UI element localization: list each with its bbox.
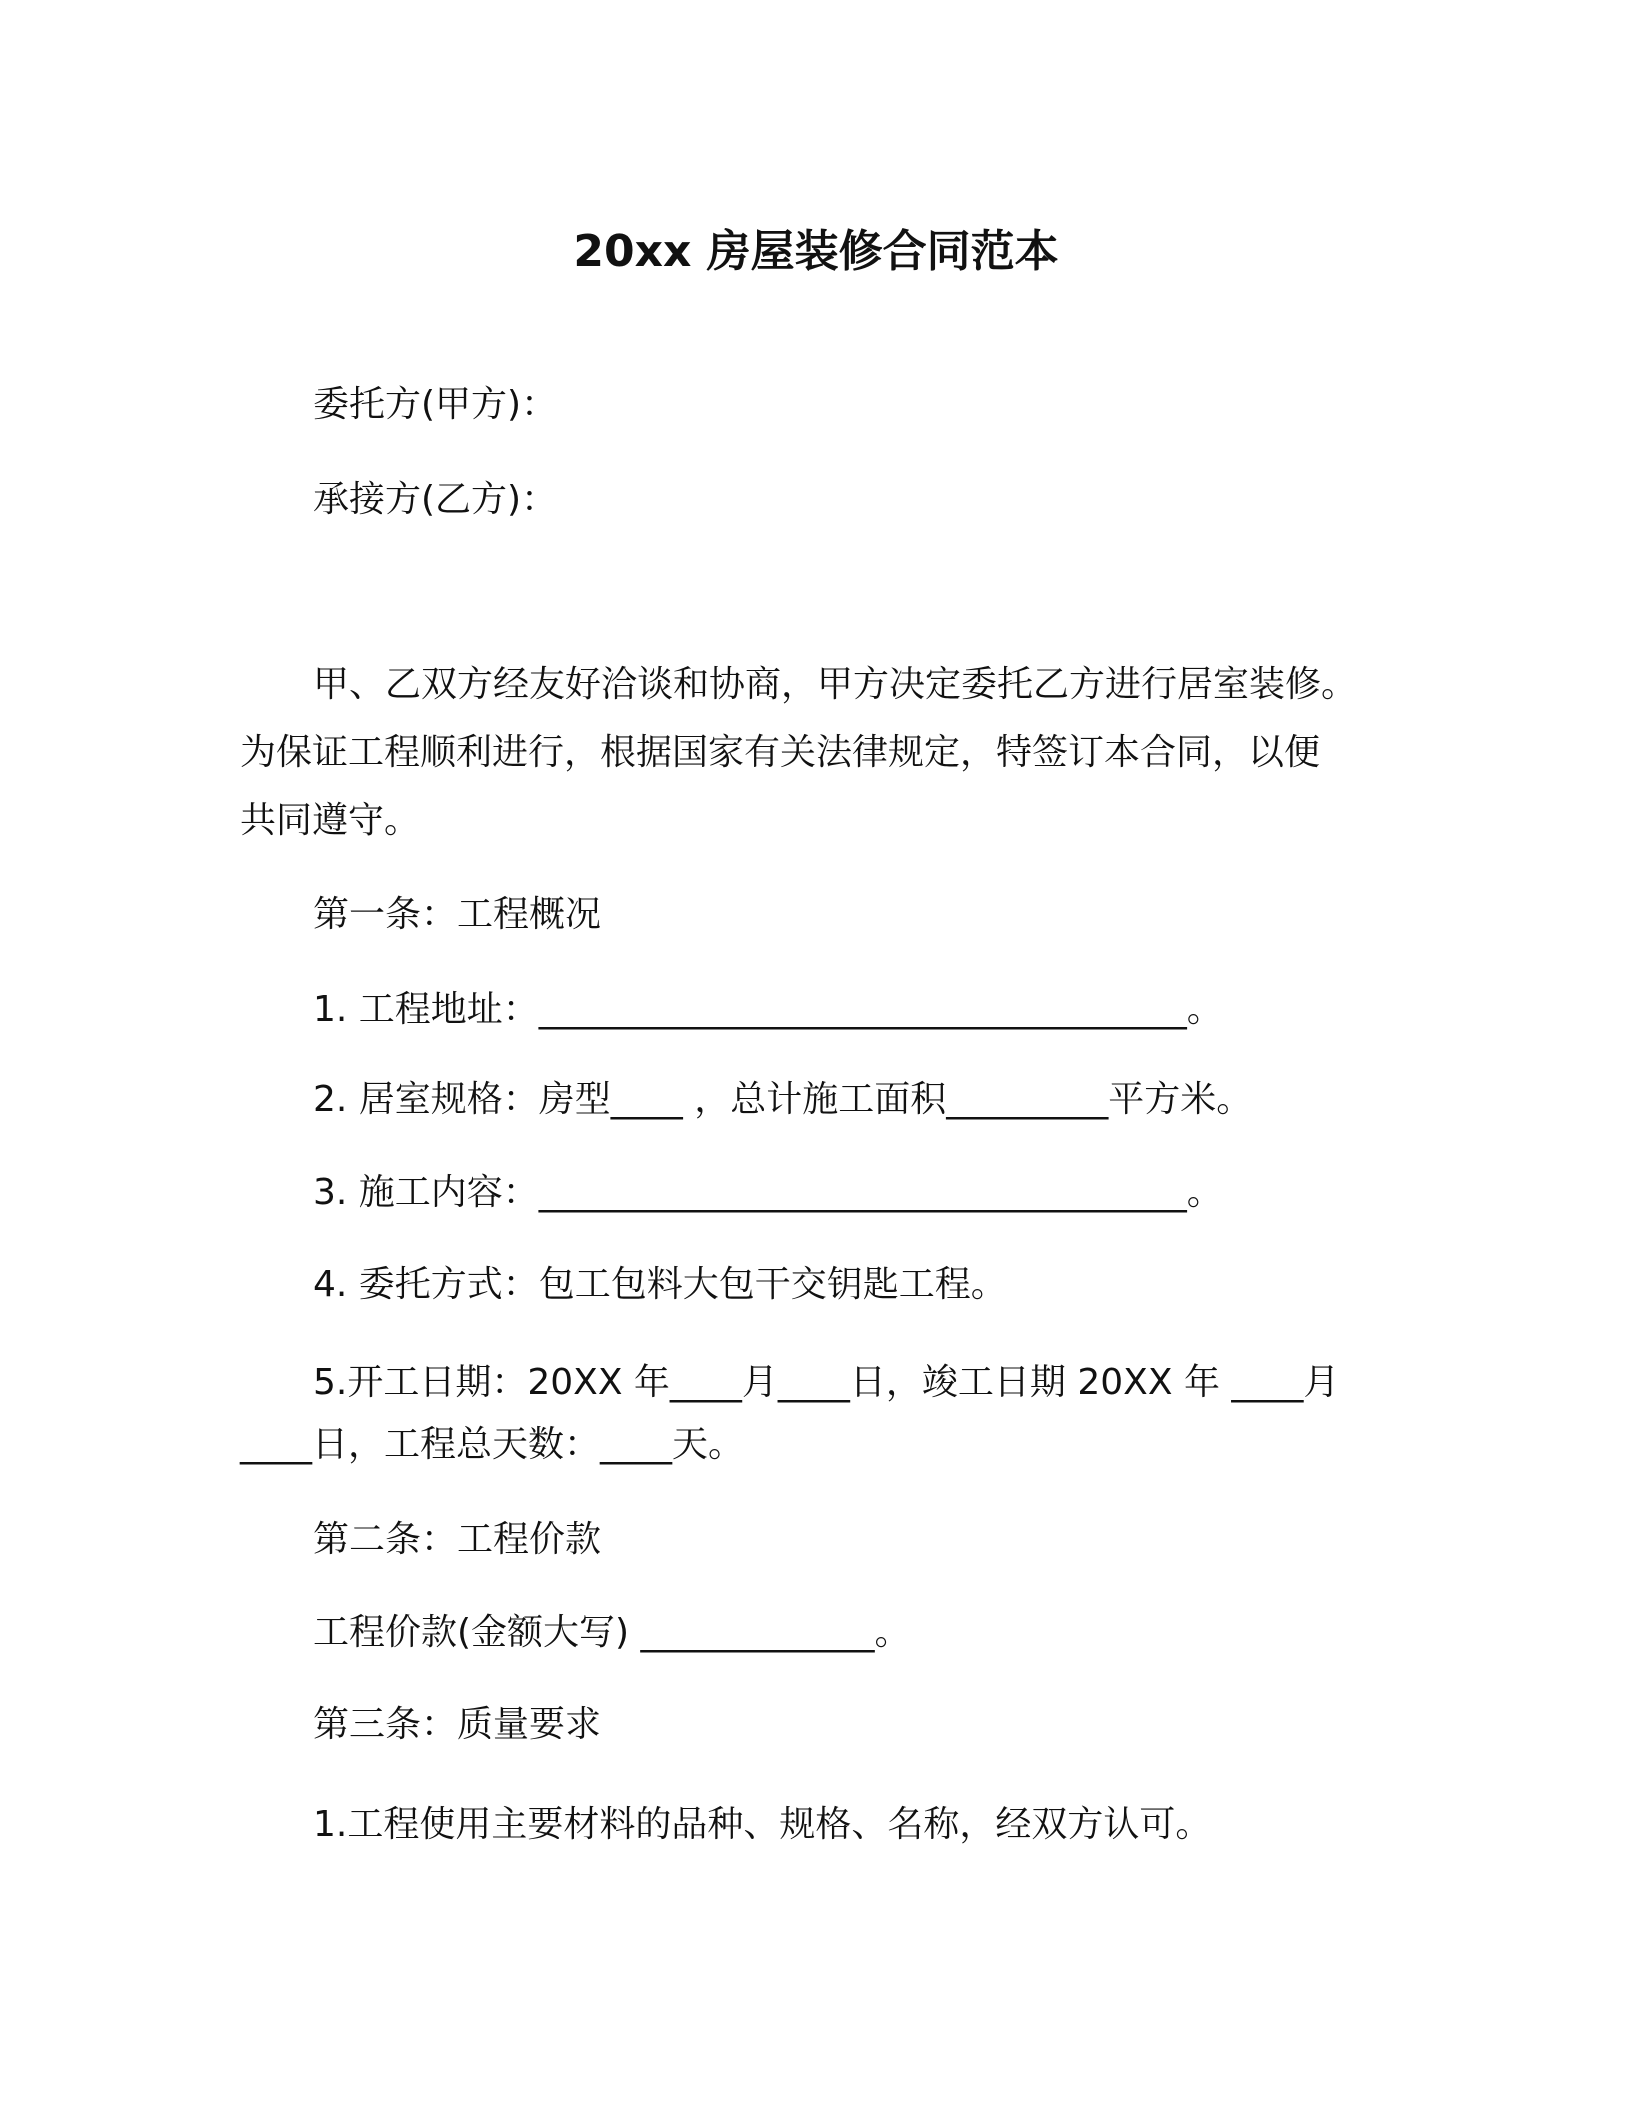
article-2-price: 工程价款(金额大写) _____________。 [313, 1612, 911, 1653]
article-1-item-4: 4. 委托方式：包工包料大包干交钥匙工程。 [313, 1264, 1007, 1305]
article-1-item-1: 1. 工程地址：____________________________________。 [313, 989, 1223, 1030]
article-1-item-5-line-1: 5.开工日期：20XX 年____月____日，竣工日期 20XX 年 ____月 [313, 1362, 1340, 1403]
article-1-item-5-line-2: ____日，工程总天数：____天。 [240, 1424, 745, 1465]
intro-paragraph-line-1: 甲、乙双方经友好洽谈和协商，甲方决定委托乙方进行居室装修。 [313, 664, 1358, 705]
intro-paragraph-line-3: 共同遵守。 [240, 800, 421, 841]
article-1-heading: 第一条：工程概况 [313, 894, 602, 935]
article-1-item-3: 3. 施工内容：____________________________________。 [313, 1172, 1223, 1213]
article-3-heading: 第三条：质量要求 [313, 1704, 602, 1745]
article-3-item-1: 1.工程使用主要材料的品种、规格、名称，经双方认可。 [313, 1804, 1212, 1845]
document-title: 20xx 房屋装修合同范本 [573, 226, 1059, 277]
party-a-label: 委托方(甲方)： [313, 384, 558, 425]
article-1-item-2: 2. 居室规格：房型____ ，总计施工面积_________平方米。 [313, 1079, 1253, 1120]
party-b-label: 承接方(乙方)： [313, 479, 558, 520]
intro-paragraph-line-2: 为保证工程顺利进行，根据国家有关法律规定，特签订本合同，以便 [240, 732, 1321, 773]
article-2-heading: 第二条：工程价款 [313, 1519, 602, 1560]
